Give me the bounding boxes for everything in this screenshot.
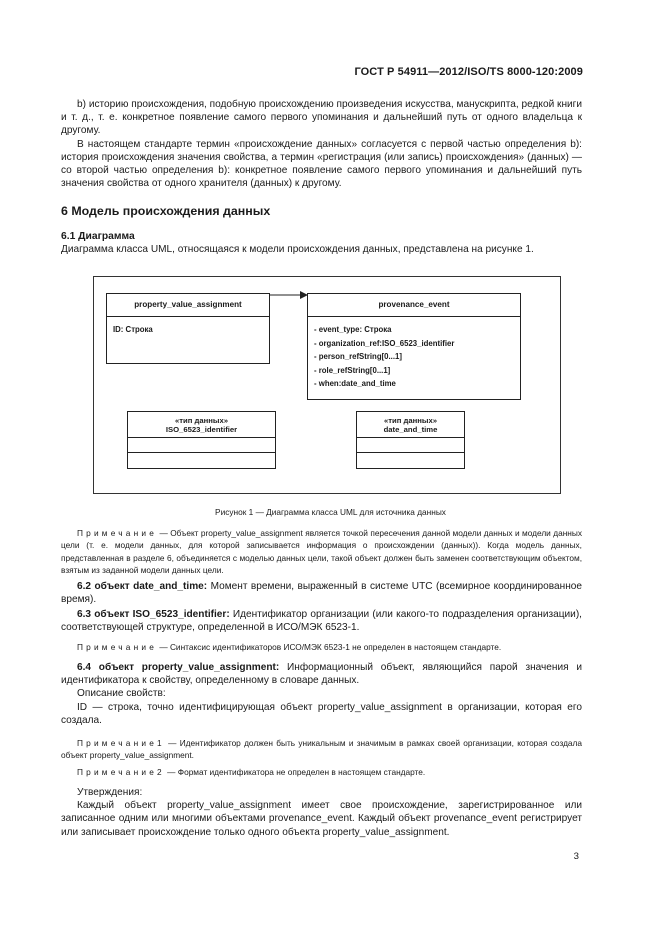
note-number: 2 [157,767,165,777]
definition-iso-6523-identifier: Идентификатор организации (или какого-то подразделения организации), соответствующей структуре, определенной в ИСО/МЭК 6523-1. [61,609,582,634]
intro-paragraph-b: b) историю происхождения, подобную происхождению произведения искусства, манускрипта, редкой книги и т. д., т. е. конкретное появление самого первого упоминания и дальнейший путь от одного владельца к другому. [61,99,582,137]
note-number: 1 [157,738,165,748]
note-syntax [61,641,582,653]
class-attribute: ID: Строка [113,325,153,334]
attr-event-type: - event_type: Строка [314,325,392,334]
assertions [61,786,582,839]
section-6-1-heading: 6.1 Диаграмма [61,231,135,242]
intro-paragraph-standard: В настоящем стандарте термин «происхождение данных» согласуется с первой частью определения b): история происхождения значения свойства, а термин «регистрация (или запись) происхождения» (данных) — со второй частью определения b): конкретное появление самого первого упоминания и дальнейший путь значения свойства от одного хранителя (данных) к другому. [61,138,582,190]
document-header: ГОСТ Р 54911—2012/ISO/TS 8000-120:2009 [354,66,583,78]
section-6-heading: 6 Модель происхождения данных [61,204,271,218]
class-provenance-event [307,293,521,400]
attr-role-ref: - role_refString[0...1] [314,365,391,375]
note-label: Примечание [77,767,158,777]
attr-person-ref: - person_refString[0...1] [314,352,402,361]
section-6-4 [61,661,582,727]
section-6-1-text: Диаграмма класса UML, относящаяся к модели происхождения данных, представлена на рисунке 1. [61,244,534,255]
page-number: 3 [573,851,579,862]
note-label: Примечание [77,642,158,652]
note-identifier-unique [61,737,582,762]
stereotype-label: «тип данных» [383,416,438,425]
attr-organization-ref: - organization_ref:ISO_6523_identifier [314,338,455,348]
note-label: Примечание [77,738,158,748]
assertions-heading: Утверждения: [77,787,143,798]
datatype-title: date_and_time [383,425,438,434]
note-text: — Формат идентификатора не определен в настоящем стандарте. [164,767,426,777]
class-title: property_value_assignment [107,294,269,317]
figure-caption: Рисунок 1 — Диаграмма класса UML для источника данных [215,507,446,517]
note-text: — Объект property_value_assignment является точкой пересечения данной модели данных и модели данных цели (т. е. модели данных, для которой записывается информация о происхождении (данных)). Когда модель данных, представленная в разделе 6, объединяется с моделью данных цели, такой объект должен быть заменен соответствующим объектом, взятым из заданной модели данных цели. [61,528,582,575]
assertions-text: Каждый объект property_value_assignment имеет свое происхождение, зарегистрированное или записанное одним или многими объектами provenance_event. Каждый объект provenance_event регистрирует или записывает происхождение только одного объекта property_value_assignment. [61,800,582,838]
section-6-3 [61,608,582,634]
definition-property-value-assignment: Информационный объект, являющийся парой значения и идентификатора к свойству, определенному в словаре данных. [61,662,582,687]
note-text: — Идентификатор должен быть уникальным и значимым в рамках своей организации, которая создала объект property_value_assignment. [61,738,582,761]
class-attributes [308,317,520,391]
note-text: — Синтаксис идентификаторов ИСО/МЭК 6523-1 не определен в настоящем стандарте. [157,642,502,652]
term-iso-6523-identifier: 6.3 объект ISO_6523_identifier: [77,609,230,620]
note-pva-intersection [61,527,582,576]
datatype-compartment [128,453,275,467]
note-label: Примечание [77,528,158,538]
note-identifier-format [61,766,582,778]
class-title: provenance_event [308,294,520,317]
datatype-date-and-time [356,411,465,469]
datatype-compartment [128,438,275,453]
datatype-iso-6523-identifier [127,411,276,469]
definition-date-and-time: Момент времени, выраженный в системе UTC (всемирное координированное время). [61,581,583,606]
term-date-and-time: 6.2 объект date_and_time: [77,581,208,592]
attr-when: - when:date_and_time [314,379,396,388]
datatype-compartment [357,453,464,467]
property-id-description: ID — строка, точно идентифицирующая объект property_value_assignment в организации, которая его создала. [61,701,582,726]
datatype-compartment [357,438,464,453]
term-property-value-assignment: 6.4 объект property_value_assignment: [77,662,280,673]
uml-class-diagram [93,276,561,494]
stereotype-label: «тип данных» [174,416,229,425]
properties-heading: Описание свойств: [77,688,166,700]
intro-text [61,98,582,190]
section-6-2 [61,580,582,606]
datatype-title: ISO_6523_identifier [165,425,238,434]
